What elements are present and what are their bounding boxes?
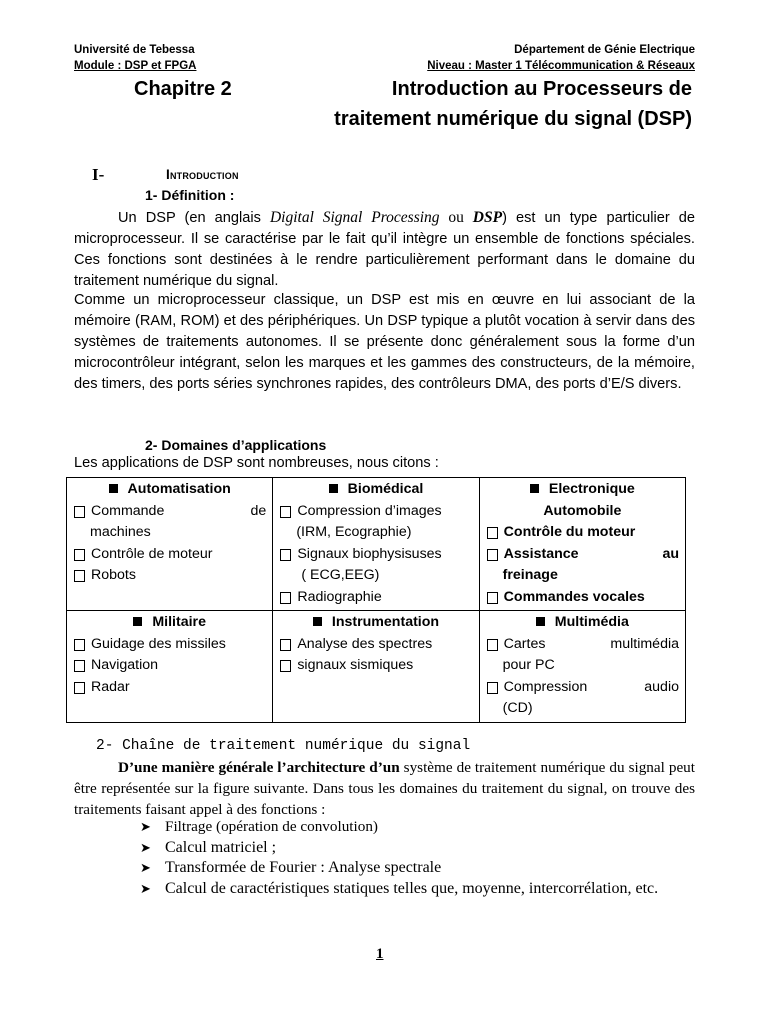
list-item <box>73 544 266 566</box>
list-item <box>73 655 266 677</box>
subsection-definition-heading: 1- Définition : <box>145 187 235 203</box>
chapter-title-line2: traitement numérique du signal (DSP) <box>334 108 692 130</box>
checkbox-icon <box>74 549 85 561</box>
chapter-title-line1: Introduction au Processeurs de <box>391 78 692 100</box>
item-text: Contrôle du moteur <box>503 524 636 540</box>
cell-heading <box>279 479 472 501</box>
cell-multimedia <box>479 611 685 723</box>
checkbox-icon <box>74 682 85 694</box>
list-item <box>140 879 696 900</box>
section2-text: système de traitement numérique du signal peut être représentée sur la figure suivante. Dans tous les domaines du traitement du signal, on trouve des traitements faisant appel à des fonctions : <box>74 759 695 818</box>
cell-heading <box>279 612 472 634</box>
item-text: Signaux biophysisuses <box>297 545 442 562</box>
arrow-bullet-icon: ➤ <box>140 839 151 855</box>
checkbox-icon <box>487 592 498 604</box>
item-text: Guidage des missiles <box>91 635 226 652</box>
arrow-bullet-icon: ➤ <box>140 880 151 896</box>
cell-biomedical <box>273 478 479 611</box>
checkbox-icon <box>280 660 291 672</box>
bullet-text: Transformée de Fourier : Analyse spectrale <box>165 859 442 876</box>
heading-text: Instrumentation <box>331 614 440 630</box>
square-bullet-icon <box>530 484 539 493</box>
item-text: ( ECG,EEG) <box>301 567 380 583</box>
heading-text: Electronique <box>548 481 635 497</box>
cell-automatisation <box>67 478 273 611</box>
definition-text: Un DSP (en anglais <box>118 210 270 226</box>
item-text: signaux sismiques <box>297 657 414 673</box>
list-item <box>279 501 472 523</box>
item-text: Radiographie <box>297 588 382 605</box>
list-item <box>486 522 679 544</box>
section-title: Introduction <box>166 167 239 182</box>
item-text: (IRM, Ecographie) <box>296 524 412 540</box>
list-item <box>486 587 679 609</box>
definition-paragraph-2: Comme un microprocesseur classique, un DSP est mis en œuvre en lui associant de la mémoire (RAM, ROM) et des périphériques. Un DSP typique a plutôt vocation à servir dans des systèmes de traitements autonomes. Il se présente donc généralement sous la forme d’un microcontrôleur intégrant, selon les marques et les gammes des constructeurs, de la mémoire, des timers, des ports séries synchrones rapides, des contrôleurs DMA, des ports d’E/S divers. <box>74 292 695 392</box>
definition-text: ) est un type particulier de microprocesseur. Il se caractérise par le fait qu’il intègre un ensemble de fonctions spéciales. Ces fonctions sont destinées à le rendre particulièrement performant dans le domaine du traitement numérique du signal. <box>74 210 695 289</box>
checkbox-icon <box>280 592 291 604</box>
item-text: Commande de <box>91 502 267 519</box>
item-text: machines <box>90 524 151 540</box>
checkbox-icon <box>280 506 291 518</box>
item-text: Assistance au <box>503 545 679 562</box>
table-row <box>67 478 686 611</box>
bullet-text: Calcul de caractéristiques statiques telles que, moyenne, intercorrélation, etc. <box>165 879 659 897</box>
checkbox-icon <box>487 682 498 694</box>
list-item <box>486 544 679 566</box>
square-bullet-icon <box>109 484 118 493</box>
list-item <box>279 587 472 609</box>
item-text: Compression d’images <box>297 502 442 519</box>
section2-bold-text: D’une manière générale l’architecture d’un <box>118 759 400 776</box>
arrow-bullet-icon: ➤ <box>140 819 151 834</box>
bullet-text: Filtrage (opération de convolution) <box>165 818 378 835</box>
list-item <box>279 634 472 656</box>
cell-heading <box>73 479 266 501</box>
subsection-applications-heading: 2- Domaines d’applications <box>145 437 327 453</box>
list-item <box>140 817 696 838</box>
definition-emphasis: Digital Signal Processing <box>269 209 440 226</box>
section2-title: 2- Chaîne de traitement numérique du signal <box>96 738 471 754</box>
square-bullet-icon <box>536 617 545 626</box>
checkbox-icon <box>487 527 498 539</box>
cell-heading <box>486 612 679 634</box>
definition-strong: DSP <box>472 209 503 226</box>
cell-electronique <box>479 478 685 611</box>
applications-table <box>66 477 686 723</box>
list-item <box>73 677 266 699</box>
heading-text: Biomédical <box>347 481 424 497</box>
section2-paragraph <box>74 757 695 820</box>
definition-paragraph-1 <box>74 207 695 292</box>
definition-text: ou <box>439 209 473 226</box>
list-item <box>73 565 266 587</box>
list-item <box>73 501 266 523</box>
checkbox-icon <box>487 549 498 561</box>
header-level: Niveau : Master 1 Télécommunication & Réseaux <box>427 60 695 72</box>
square-bullet-icon <box>133 617 142 626</box>
list-item <box>486 677 679 699</box>
item-text: Compression audio <box>503 678 679 695</box>
heading-text: Automobile <box>543 502 622 519</box>
list-item <box>140 838 696 859</box>
cell-heading <box>486 479 679 501</box>
heading-text: Militaire <box>152 614 206 630</box>
checkbox-icon <box>280 549 291 561</box>
table-row <box>67 611 686 723</box>
cell-instrumentation <box>273 611 479 723</box>
arrow-bullet-icon: ➤ <box>140 860 151 875</box>
list-item <box>279 544 472 566</box>
item-text: Analyse des spectres <box>297 635 433 652</box>
bullet-text: Calcul matriciel ; <box>165 838 277 856</box>
item-text: Cartes multimédia <box>503 635 679 652</box>
page-number: 1 <box>376 946 384 962</box>
item-text: (CD) <box>502 700 533 716</box>
item-text: Contrôle de moteur <box>91 545 213 562</box>
item-text: Commandes vocales <box>503 588 645 605</box>
list-item <box>73 634 266 656</box>
item-text: freinage <box>502 567 558 583</box>
checkbox-icon <box>74 570 85 582</box>
chapter-label: Chapitre 2 <box>134 78 232 100</box>
applications-intro: Les applications de DSP sont nombreuses, nous citons : <box>74 455 439 471</box>
item-text: Robots <box>91 567 136 583</box>
item-text: Navigation <box>91 657 159 673</box>
square-bullet-icon <box>329 484 338 493</box>
header-department: Département de Génie Electrique <box>514 44 695 56</box>
list-item <box>140 858 696 879</box>
header-module: Module : DSP et FPGA <box>74 60 197 72</box>
checkbox-icon <box>74 639 85 651</box>
item-text: pour PC <box>502 657 555 673</box>
heading-text: Automatisation <box>127 481 231 497</box>
checkbox-icon <box>280 639 291 651</box>
cell-heading <box>73 612 266 634</box>
checkbox-icon <box>74 660 85 672</box>
checkbox-icon <box>487 639 498 651</box>
heading-text: Multimédia <box>554 614 629 630</box>
header-university: Université de Tebessa <box>74 44 195 56</box>
checkbox-icon <box>74 506 85 518</box>
list-item <box>279 655 472 677</box>
section-number: I- <box>92 165 105 184</box>
cell-militaire <box>67 611 273 723</box>
function-list <box>140 817 696 899</box>
item-text: Radar <box>91 678 130 695</box>
list-item <box>486 634 679 656</box>
square-bullet-icon <box>313 617 322 626</box>
